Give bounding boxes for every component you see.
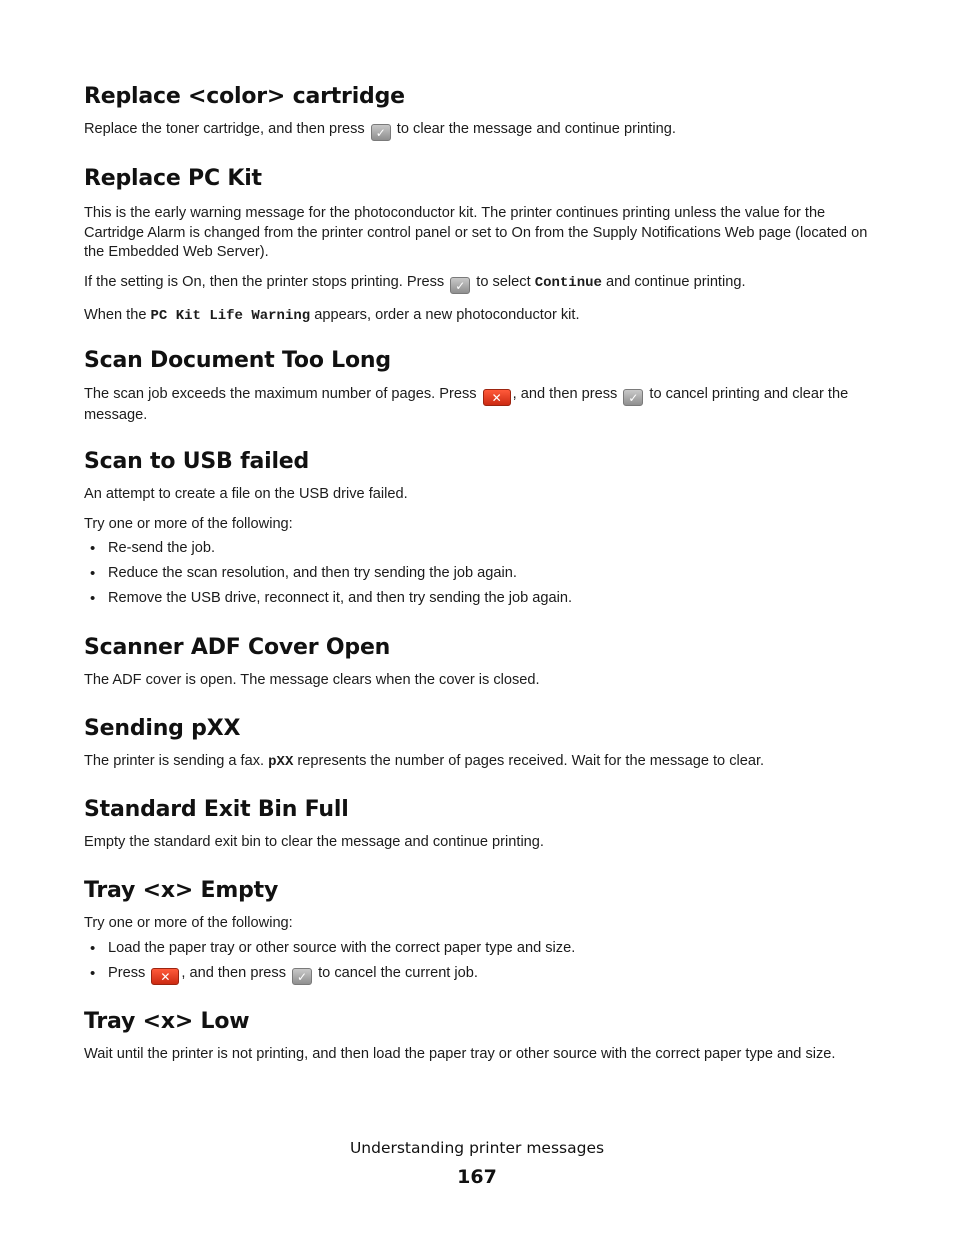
cancel-x-icon: ✕: [151, 968, 179, 985]
paragraph-exit-bin: Empty the standard exit bin to clear the message and continue printing.: [84, 834, 544, 850]
list-item: • Re-send the job.: [84, 539, 874, 564]
code-continue: Continue: [534, 274, 602, 291]
paragraph-replace-color: Replace the toner cartridge, and then press ✓ to clear the message and continue printing.: [84, 121, 676, 140]
paragraph-scan-too-long: The scan job exceeds the maximum number of pages. Press ✕ , and then press ✓ to cancel printing and clear the message.: [84, 386, 849, 423]
paragraph-sending: The printer is sending a fax. pXX represents the number of pages received. Wait for the message to clear.: [84, 753, 765, 770]
tray-empty-bullet-list: [84, 939, 874, 989]
list-item: • Press ✕ , and then press ✓ to cancel the current job.: [84, 964, 874, 989]
check-icon: ✓: [623, 389, 643, 406]
section-sending-pxx: [84, 716, 874, 773]
section-standard-exit-bin-full: [84, 797, 874, 853]
code-pxx: pXX: [268, 754, 294, 770]
usb-bullet-list: [84, 539, 874, 614]
section-tray-low: [84, 1009, 874, 1065]
section-scan-to-usb-failed: [84, 449, 874, 614]
heading-tray-low: Tray <x> Low: [84, 1009, 250, 1034]
footer-chapter-label: Understanding printer messages: [349, 1139, 605, 1157]
heading-scan-document-too-long: Scan Document Too Long: [84, 348, 391, 373]
paragraph-pc-kit-warning: This is the early warning message for the photoconductor kit. The printer continues printing unless the value for the Cartridge Alarm is changed from the printer control panel or set to On from the Supply Notifications Web page (located on the Embedded Web Server).: [84, 205, 868, 260]
check-icon: ✓: [371, 124, 391, 141]
paragraph-pc-kit-setting: If the setting is On, then the printer stops printing. Press ✓ to select Continue and continue printing.: [84, 273, 746, 293]
heading-replace-color-cartridge: Replace <color> cartridge: [84, 84, 405, 109]
paragraph-tray-low: Wait until the printer is not printing, and then load the paper tray or other source with the correct paper type and size.: [84, 1046, 836, 1062]
list-item: • Remove the USB drive, reconnect it, and then try sending the job again.: [84, 589, 874, 614]
heading-tray-empty: Tray <x> Empty: [84, 878, 279, 903]
heading-sending-pxx: Sending pXX: [84, 716, 241, 741]
paragraph-pc-kit-order: When the PC Kit Life Warning appears, order a new photoconductor kit.: [84, 306, 580, 324]
section-replace-pc-kit: [84, 166, 874, 326]
section-tray-empty: [84, 878, 874, 989]
code-pc-kit-life-warning: PC Kit Life Warning: [150, 307, 311, 324]
paragraph-adf-cover: The ADF cover is open. The message clears when the cover is closed.: [84, 672, 540, 688]
check-icon: ✓: [450, 277, 470, 294]
heading-scan-to-usb-failed: Scan to USB failed: [84, 449, 310, 474]
page-number: 167: [457, 1166, 497, 1188]
heading-scanner-adf-cover-open: Scanner ADF Cover Open: [84, 635, 391, 660]
check-icon: ✓: [292, 968, 312, 985]
paragraph-usb-try: Try one or more of the following:: [84, 515, 293, 532]
cancel-x-icon: ✕: [483, 389, 511, 406]
paragraph-usb-failed: An attempt to create a file on the USB drive failed.: [84, 486, 408, 502]
heading-replace-pc-kit: Replace PC Kit: [84, 166, 262, 191]
list-item: • Load the paper tray or other source with the correct paper type and size.: [84, 939, 874, 964]
heading-standard-exit-bin-full: Standard Exit Bin Full: [84, 797, 349, 822]
section-scanner-adf-cover-open: [84, 635, 874, 691]
section-replace-color-cartridge: [84, 84, 874, 141]
section-scan-document-too-long: [84, 348, 874, 426]
list-item: • Reduce the scan resolution, and then try sending the job again.: [84, 564, 874, 589]
paragraph-tray-empty-try: Try one or more of the following:: [84, 915, 293, 931]
